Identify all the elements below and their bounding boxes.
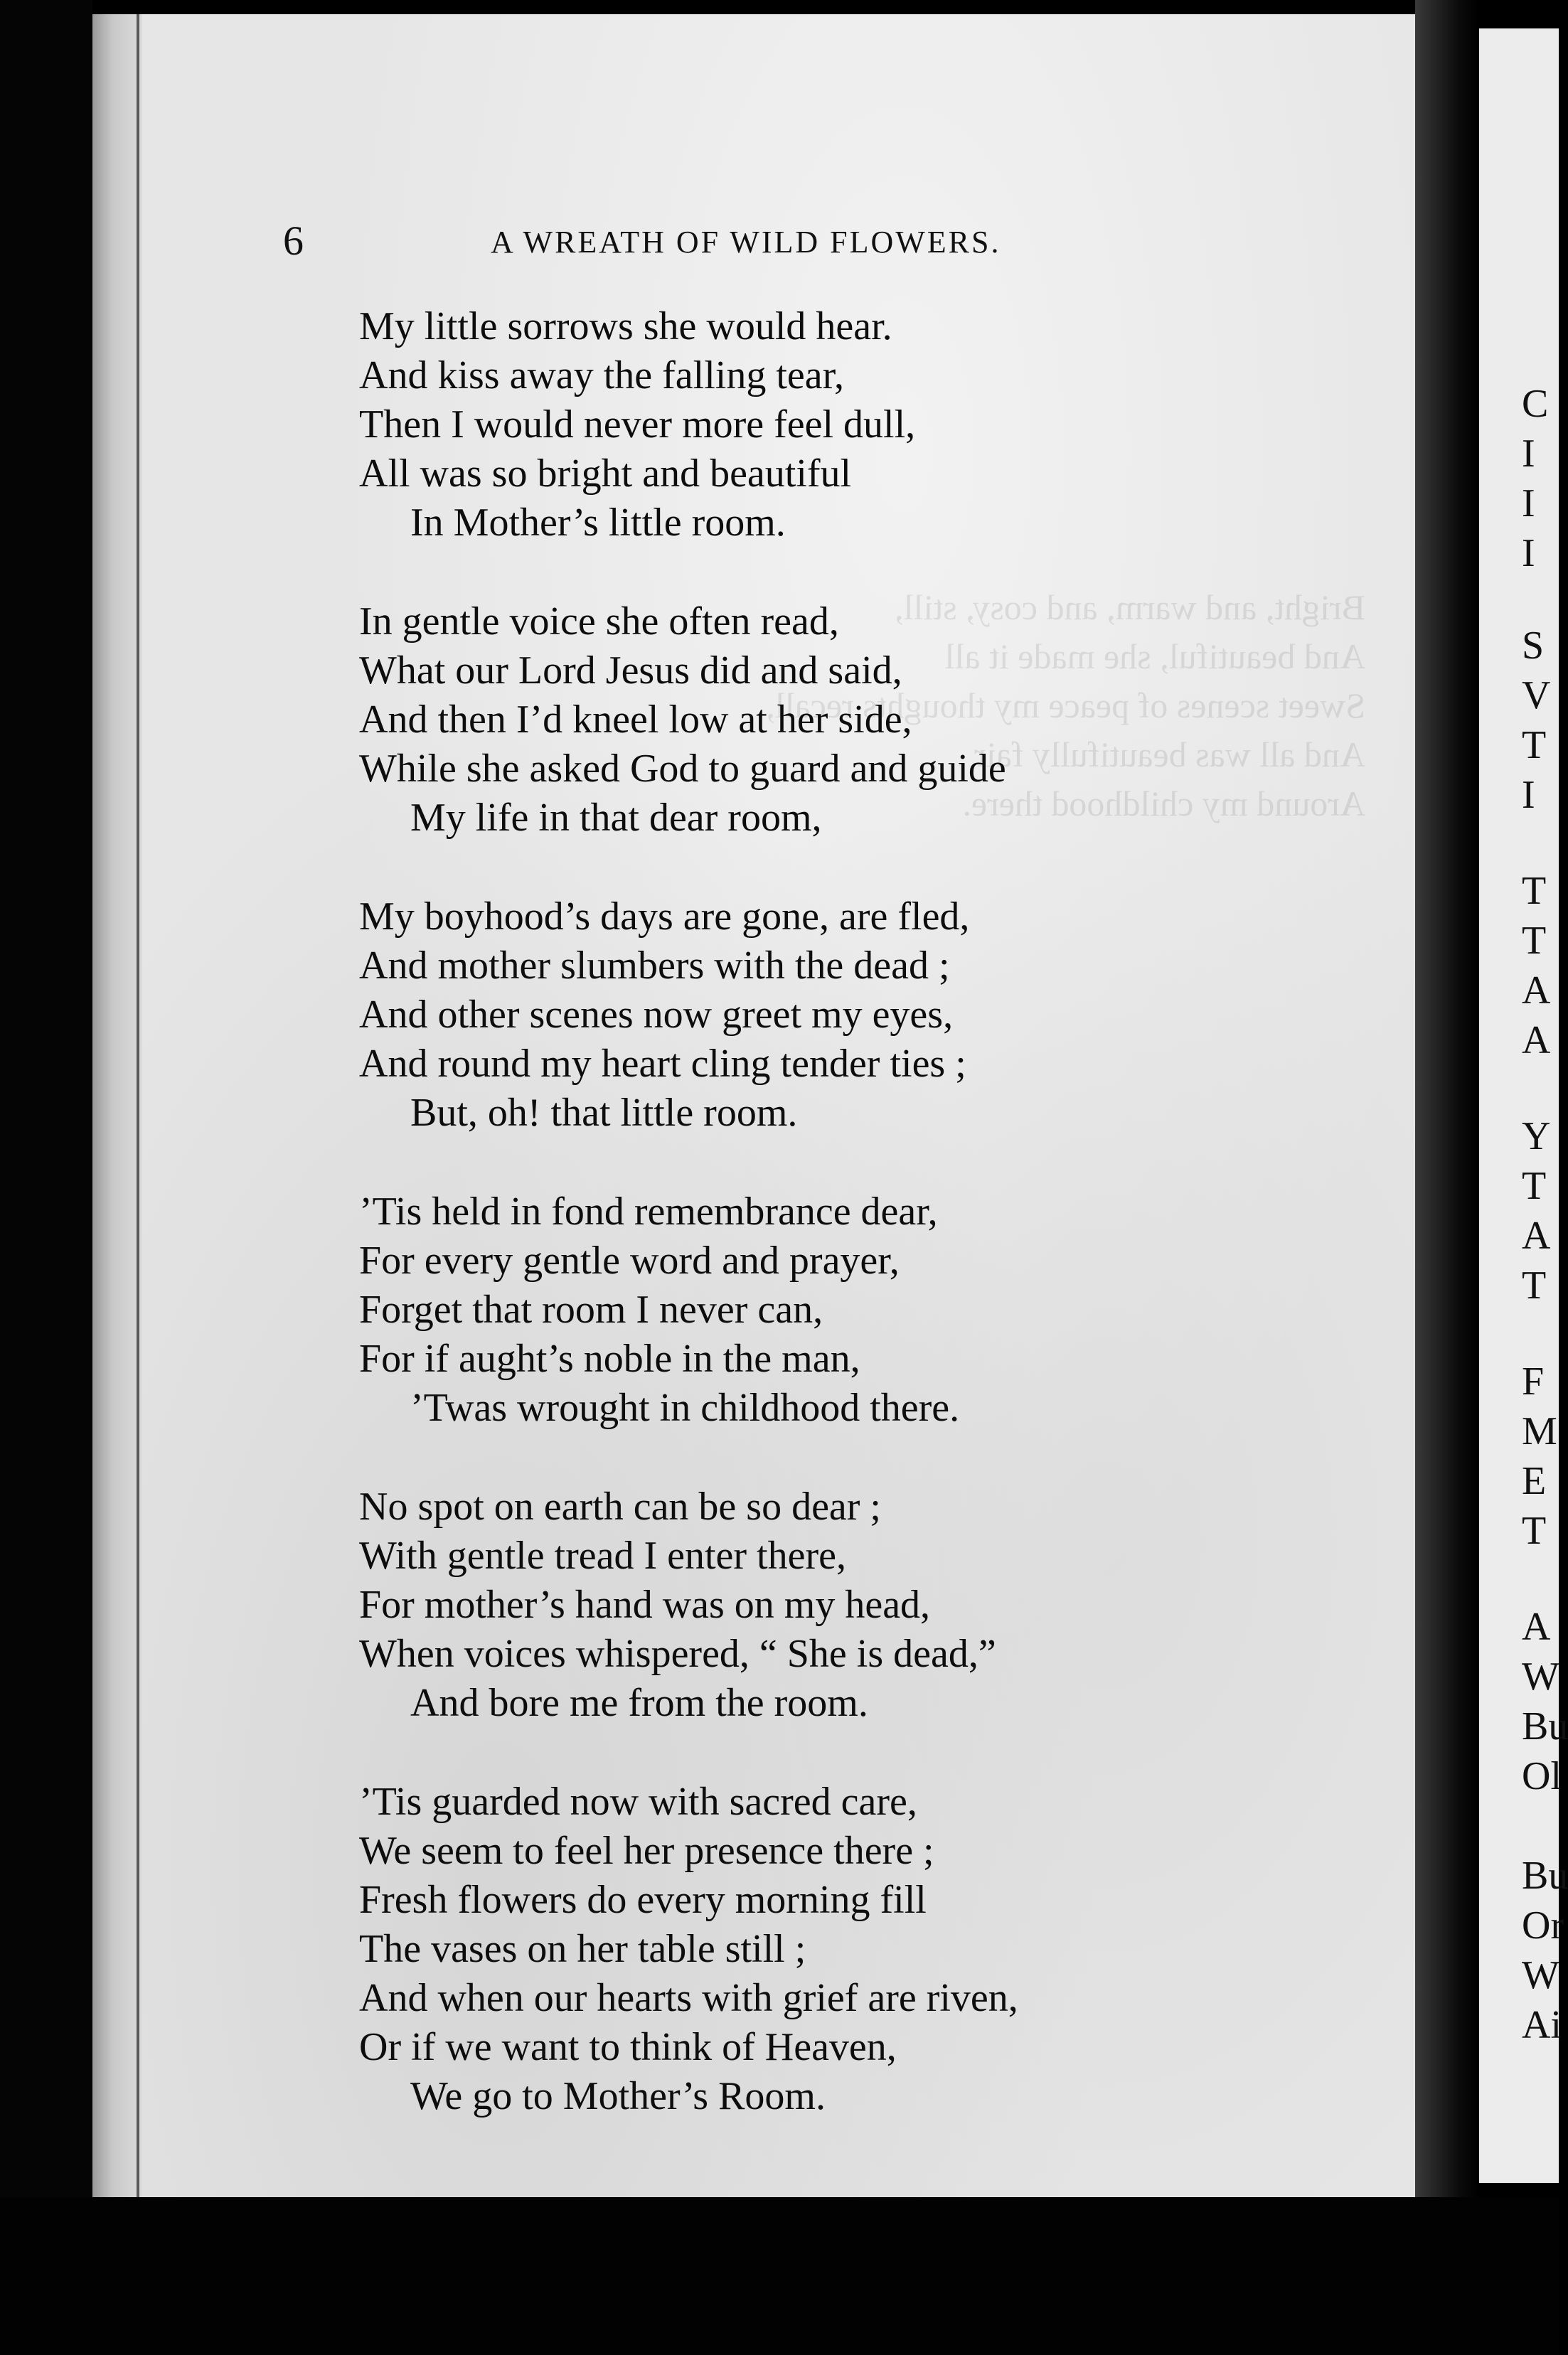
poem-refrain-line: ’Twas wrought in childhood there.: [410, 1386, 960, 1430]
poem-line: With gentle tread I enter there,: [359, 1534, 846, 1578]
facing-page-glyph: W: [1522, 1953, 1559, 1997]
facing-page-glyph: Y: [1522, 1114, 1551, 1158]
poem-line: For if aught’s noble in the man,: [359, 1337, 860, 1381]
facing-page-edge: [1479, 28, 1568, 2183]
facing-page-glyph: Bu: [1522, 1704, 1568, 1748]
poem-line: For every gentle word and prayer,: [359, 1239, 900, 1283]
facing-page-glyph: I: [1522, 773, 1535, 817]
facing-page-glyph: T: [1522, 1264, 1547, 1308]
poem-line: And then I’d kneel low at her side,: [359, 698, 912, 742]
poem-line: When voices whispered, “ She is dead,”: [359, 1632, 996, 1676]
facing-page-glyph: A: [1522, 1018, 1551, 1062]
poem-line: Fresh flowers do every morning fill: [359, 1878, 927, 1922]
poem-line: ’Tis guarded now with sacred care,: [359, 1780, 917, 1824]
facing-page-glyph: S: [1522, 624, 1545, 668]
poem-line: And round my heart cling tender ties ;: [359, 1042, 966, 1086]
poem-line: And kiss away the falling tear,: [359, 353, 845, 397]
stanza: [359, 892, 1355, 1138]
poem-line: We seem to feel her presence there ;: [359, 1829, 934, 1873]
stanza: [359, 1778, 1355, 2121]
stanza: [359, 302, 1355, 548]
facing-page-glyph: T: [1522, 919, 1547, 963]
scan-border-bottom: [0, 2197, 1559, 2355]
facing-page-glyph: Or: [1522, 1903, 1564, 1948]
facing-page-glyph: A: [1522, 1214, 1551, 1258]
poem-line: Or if we want to think of Heaven,: [359, 2025, 897, 2069]
facing-page-glyph: V: [1522, 673, 1551, 717]
facing-page-glyph: M: [1522, 1409, 1557, 1453]
poem-line: And other scenes now greet my eyes,: [359, 993, 954, 1037]
poem-line: Forget that room I never can,: [359, 1288, 823, 1332]
poem-line: Then I would never more feel dull,: [359, 402, 916, 447]
facing-page-glyph: C: [1522, 382, 1549, 426]
reverse-page-show-through: Bright, and warm, and cosy, still, And beautiful, she made it all Sweet scenes of peace my thoughts recall, And all was beautifully fair Around my childhood there.: [766, 587, 1365, 823]
page-number: 6: [283, 218, 304, 264]
poem-line: All was so bright and beautiful: [359, 452, 852, 496]
facing-page-glyph: I: [1522, 481, 1535, 525]
poem-line: My boyhood’s days are gone, are fled,: [359, 895, 970, 939]
facing-page-glyph: A: [1522, 1605, 1551, 1649]
facing-page-glyph: F: [1522, 1360, 1545, 1404]
poem-line: For mother’s hand was on my head,: [359, 1583, 931, 1627]
stanza: [359, 597, 1355, 843]
poem-refrain-line: We go to Mother’s Room.: [410, 2074, 826, 2118]
poem-line: ’Tis held in fond remembrance dear,: [359, 1190, 938, 1234]
binding-edge-line: [137, 14, 139, 2197]
facing-page-glyph: Ai: [1522, 2003, 1562, 2047]
facing-page-glyph: I: [1522, 432, 1535, 476]
facing-page-glyph: T: [1522, 1164, 1547, 1208]
running-head: A WREATH OF WILD FLOWERS.: [491, 225, 1001, 260]
poem-line: The vases on her table still ;: [359, 1927, 806, 1971]
gutter-shadow: [1415, 0, 1479, 2355]
facing-page-glyph: Ol: [1522, 1754, 1562, 1798]
page-binding-shadow: [92, 14, 142, 2197]
poem-line: What our Lord Jesus did and said,: [359, 648, 902, 693]
poem-line: In gentle voice she often read,: [359, 599, 839, 644]
poem-line: And mother slumbers with the dead ;: [359, 944, 950, 988]
facing-page-glyph: E: [1522, 1459, 1547, 1503]
poem-refrain-line: My life in that dear room,: [410, 796, 822, 840]
poem-refrain-line: But, oh! that little room.: [410, 1091, 798, 1135]
poem-line: My little sorrows she would hear.: [359, 304, 892, 348]
poem-body: [359, 302, 1355, 2171]
scan-border-left: [0, 0, 92, 2355]
stanza: [359, 1187, 1355, 1433]
facing-page-glyph: Bu: [1522, 1854, 1568, 1898]
stanza: [359, 1483, 1355, 1728]
poem-refrain-line: In Mother’s little room.: [410, 501, 786, 545]
facing-page-glyph: W: [1522, 1655, 1559, 1699]
facing-page-glyph: T: [1522, 869, 1547, 913]
facing-page-glyph: T: [1522, 723, 1547, 767]
poem-line: No spot on earth can be so dear ;: [359, 1485, 881, 1529]
poem-line: While she asked God to guard and guide: [359, 747, 1006, 791]
poem-line: And when our hearts with grief are riven,: [359, 1976, 1018, 2020]
facing-page-glyph: T: [1522, 1509, 1547, 1553]
poem-refrain-line: And bore me from the room.: [410, 1681, 868, 1725]
facing-page-glyph: I: [1522, 531, 1535, 575]
facing-page-glyph: A: [1522, 968, 1551, 1013]
